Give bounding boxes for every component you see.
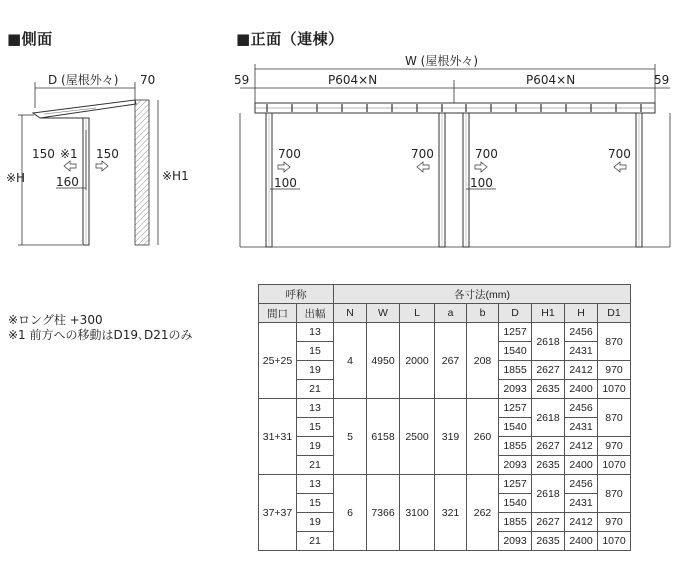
note-forward-move: ※1 前方への移動はD19､D21のみ: [8, 328, 193, 342]
table-cell: 2412: [565, 437, 598, 456]
col-depth: 出幅: [297, 304, 334, 323]
table-cell: 2618: [532, 399, 565, 437]
table-cell: 1855: [499, 513, 532, 532]
col-h1: H1: [532, 304, 565, 323]
dim-700-b-label: 700: [411, 147, 434, 161]
table-cell: 4950: [367, 323, 400, 399]
note-long-post: ※ロング柱 +300: [8, 313, 103, 327]
d-roof-label: D (屋根外々): [48, 73, 119, 87]
table-cell: 267: [435, 323, 467, 399]
table-cell: 208: [467, 323, 499, 399]
table-cell: 970: [598, 437, 631, 456]
table-cell: 1540: [499, 418, 532, 437]
dim-100-b-label: 100: [470, 176, 493, 190]
table-cell: 2627: [532, 361, 565, 380]
table-row: [259, 475, 631, 494]
table-cell: 2431: [565, 342, 598, 361]
header-dims: 各寸法(mm): [334, 285, 631, 304]
table-cell: 31+31: [259, 399, 297, 475]
table-cell: 1070: [598, 456, 631, 475]
dim-70-label: 70: [140, 73, 156, 87]
table-cell: 15: [297, 342, 334, 361]
side-view-drawing: [0, 60, 225, 260]
table-row: [259, 323, 631, 342]
arrow-right-icon: [96, 161, 108, 171]
col-d1: D1: [598, 304, 631, 323]
table-cell: 870: [598, 323, 631, 361]
col-frontage: 間口: [259, 304, 297, 323]
table-cell: 970: [598, 361, 631, 380]
arrow-right-c-icon: [475, 162, 487, 172]
table-cell: 1855: [499, 437, 532, 456]
table-cell: 2635: [532, 532, 565, 551]
col-a: a: [435, 304, 467, 323]
table-cell: 2618: [532, 475, 565, 513]
dim-700-c-label: 700: [475, 147, 498, 161]
w-roof-label: W (屋根外々): [405, 54, 479, 68]
pitch-right-label: P604×N: [526, 73, 576, 87]
h-label: ※H: [6, 171, 26, 185]
arrow-right-a-icon: [278, 162, 290, 172]
table-cell: 21: [297, 456, 334, 475]
table-cell: 2635: [532, 380, 565, 399]
table-cell: 319: [435, 399, 467, 475]
col-w: W: [367, 304, 400, 323]
table-cell: 2400: [565, 380, 598, 399]
dim-150-left-label: 150: [32, 147, 55, 161]
table-cell: 25+25: [259, 323, 297, 399]
table-cell: 1540: [499, 342, 532, 361]
table-cell: 1540: [499, 494, 532, 513]
table-cell: 870: [598, 475, 631, 513]
table-cell: 2456: [565, 399, 598, 418]
table-cell: 5: [334, 399, 367, 475]
table-cell: 13: [297, 323, 334, 342]
dim-700-d-label: 700: [608, 147, 631, 161]
col-d: D: [499, 304, 532, 323]
col-l: L: [400, 304, 435, 323]
table-cell: 2431: [565, 418, 598, 437]
table-cell: 2627: [532, 513, 565, 532]
table-cell: 2412: [565, 513, 598, 532]
table-cell: 321: [435, 475, 467, 551]
table-cell: 1257: [499, 323, 532, 342]
table-cell: 2400: [565, 456, 598, 475]
table-cell: 19: [297, 513, 334, 532]
col-b: b: [467, 304, 499, 323]
dim-100-a-label: 100: [274, 176, 297, 190]
table-cell: 2635: [532, 456, 565, 475]
pitch-left-label: P604×N: [328, 73, 378, 87]
table-cell: 2093: [499, 532, 532, 551]
table-cell: 7366: [367, 475, 400, 551]
table-cell: 1070: [598, 532, 631, 551]
table-cell: 2431: [565, 494, 598, 513]
table-cell: 13: [297, 475, 334, 494]
table-cell: 15: [297, 418, 334, 437]
dimension-table: [258, 284, 631, 551]
house-wall: [135, 100, 149, 245]
table-cell: 2000: [400, 323, 435, 399]
table-cell: 21: [297, 380, 334, 399]
arrow-left-icon: [64, 161, 76, 171]
front-view-drawing: [230, 50, 700, 255]
front-view-heading: ■正面（連棟）: [236, 30, 344, 48]
col-n: N: [334, 304, 367, 323]
side-view-heading: ■側面: [7, 30, 53, 48]
table-cell: 19: [297, 361, 334, 380]
table-row: [259, 399, 631, 418]
table-cell: 2093: [499, 380, 532, 399]
table-cell: 2618: [532, 323, 565, 361]
dim-700-a-label: 700: [278, 147, 301, 161]
table-cell: 2093: [499, 456, 532, 475]
note-ref-label: ※1: [60, 147, 78, 161]
table-cell: 21: [297, 532, 334, 551]
table-cell: 2400: [565, 532, 598, 551]
dim-160-label: 160: [56, 175, 79, 189]
table-cell: 2627: [532, 437, 565, 456]
table-cell: 13: [297, 399, 334, 418]
table-cell: 870: [598, 399, 631, 437]
table-cell: 2456: [565, 475, 598, 494]
table-cell: 2412: [565, 361, 598, 380]
h1-label: ※H1: [162, 169, 189, 183]
table-cell: 970: [598, 513, 631, 532]
dim-150-right-label: 150: [96, 147, 119, 161]
table-cell: 1070: [598, 380, 631, 399]
table-cell: 6158: [367, 399, 400, 475]
table-cell: 1257: [499, 475, 532, 494]
arrow-left-d-icon: [614, 162, 626, 172]
header-name: 呼称: [259, 285, 334, 304]
table-cell: 19: [297, 437, 334, 456]
arrow-left-b-icon: [417, 162, 429, 172]
table-cell: 1257: [499, 399, 532, 418]
table-cell: 15: [297, 494, 334, 513]
table-cell: 3100: [400, 475, 435, 551]
table-cell: 37+37: [259, 475, 297, 551]
table-cell: 260: [467, 399, 499, 475]
table-cell: 262: [467, 475, 499, 551]
dim-59-right-label: 59: [654, 73, 670, 87]
table-cell: 4: [334, 323, 367, 399]
dim-59-left-label: 59: [234, 73, 250, 87]
table-cell: 2456: [565, 323, 598, 342]
col-h: H: [565, 304, 598, 323]
table-cell: 6: [334, 475, 367, 551]
table-cell: 1855: [499, 361, 532, 380]
table-cell: 2500: [400, 399, 435, 475]
